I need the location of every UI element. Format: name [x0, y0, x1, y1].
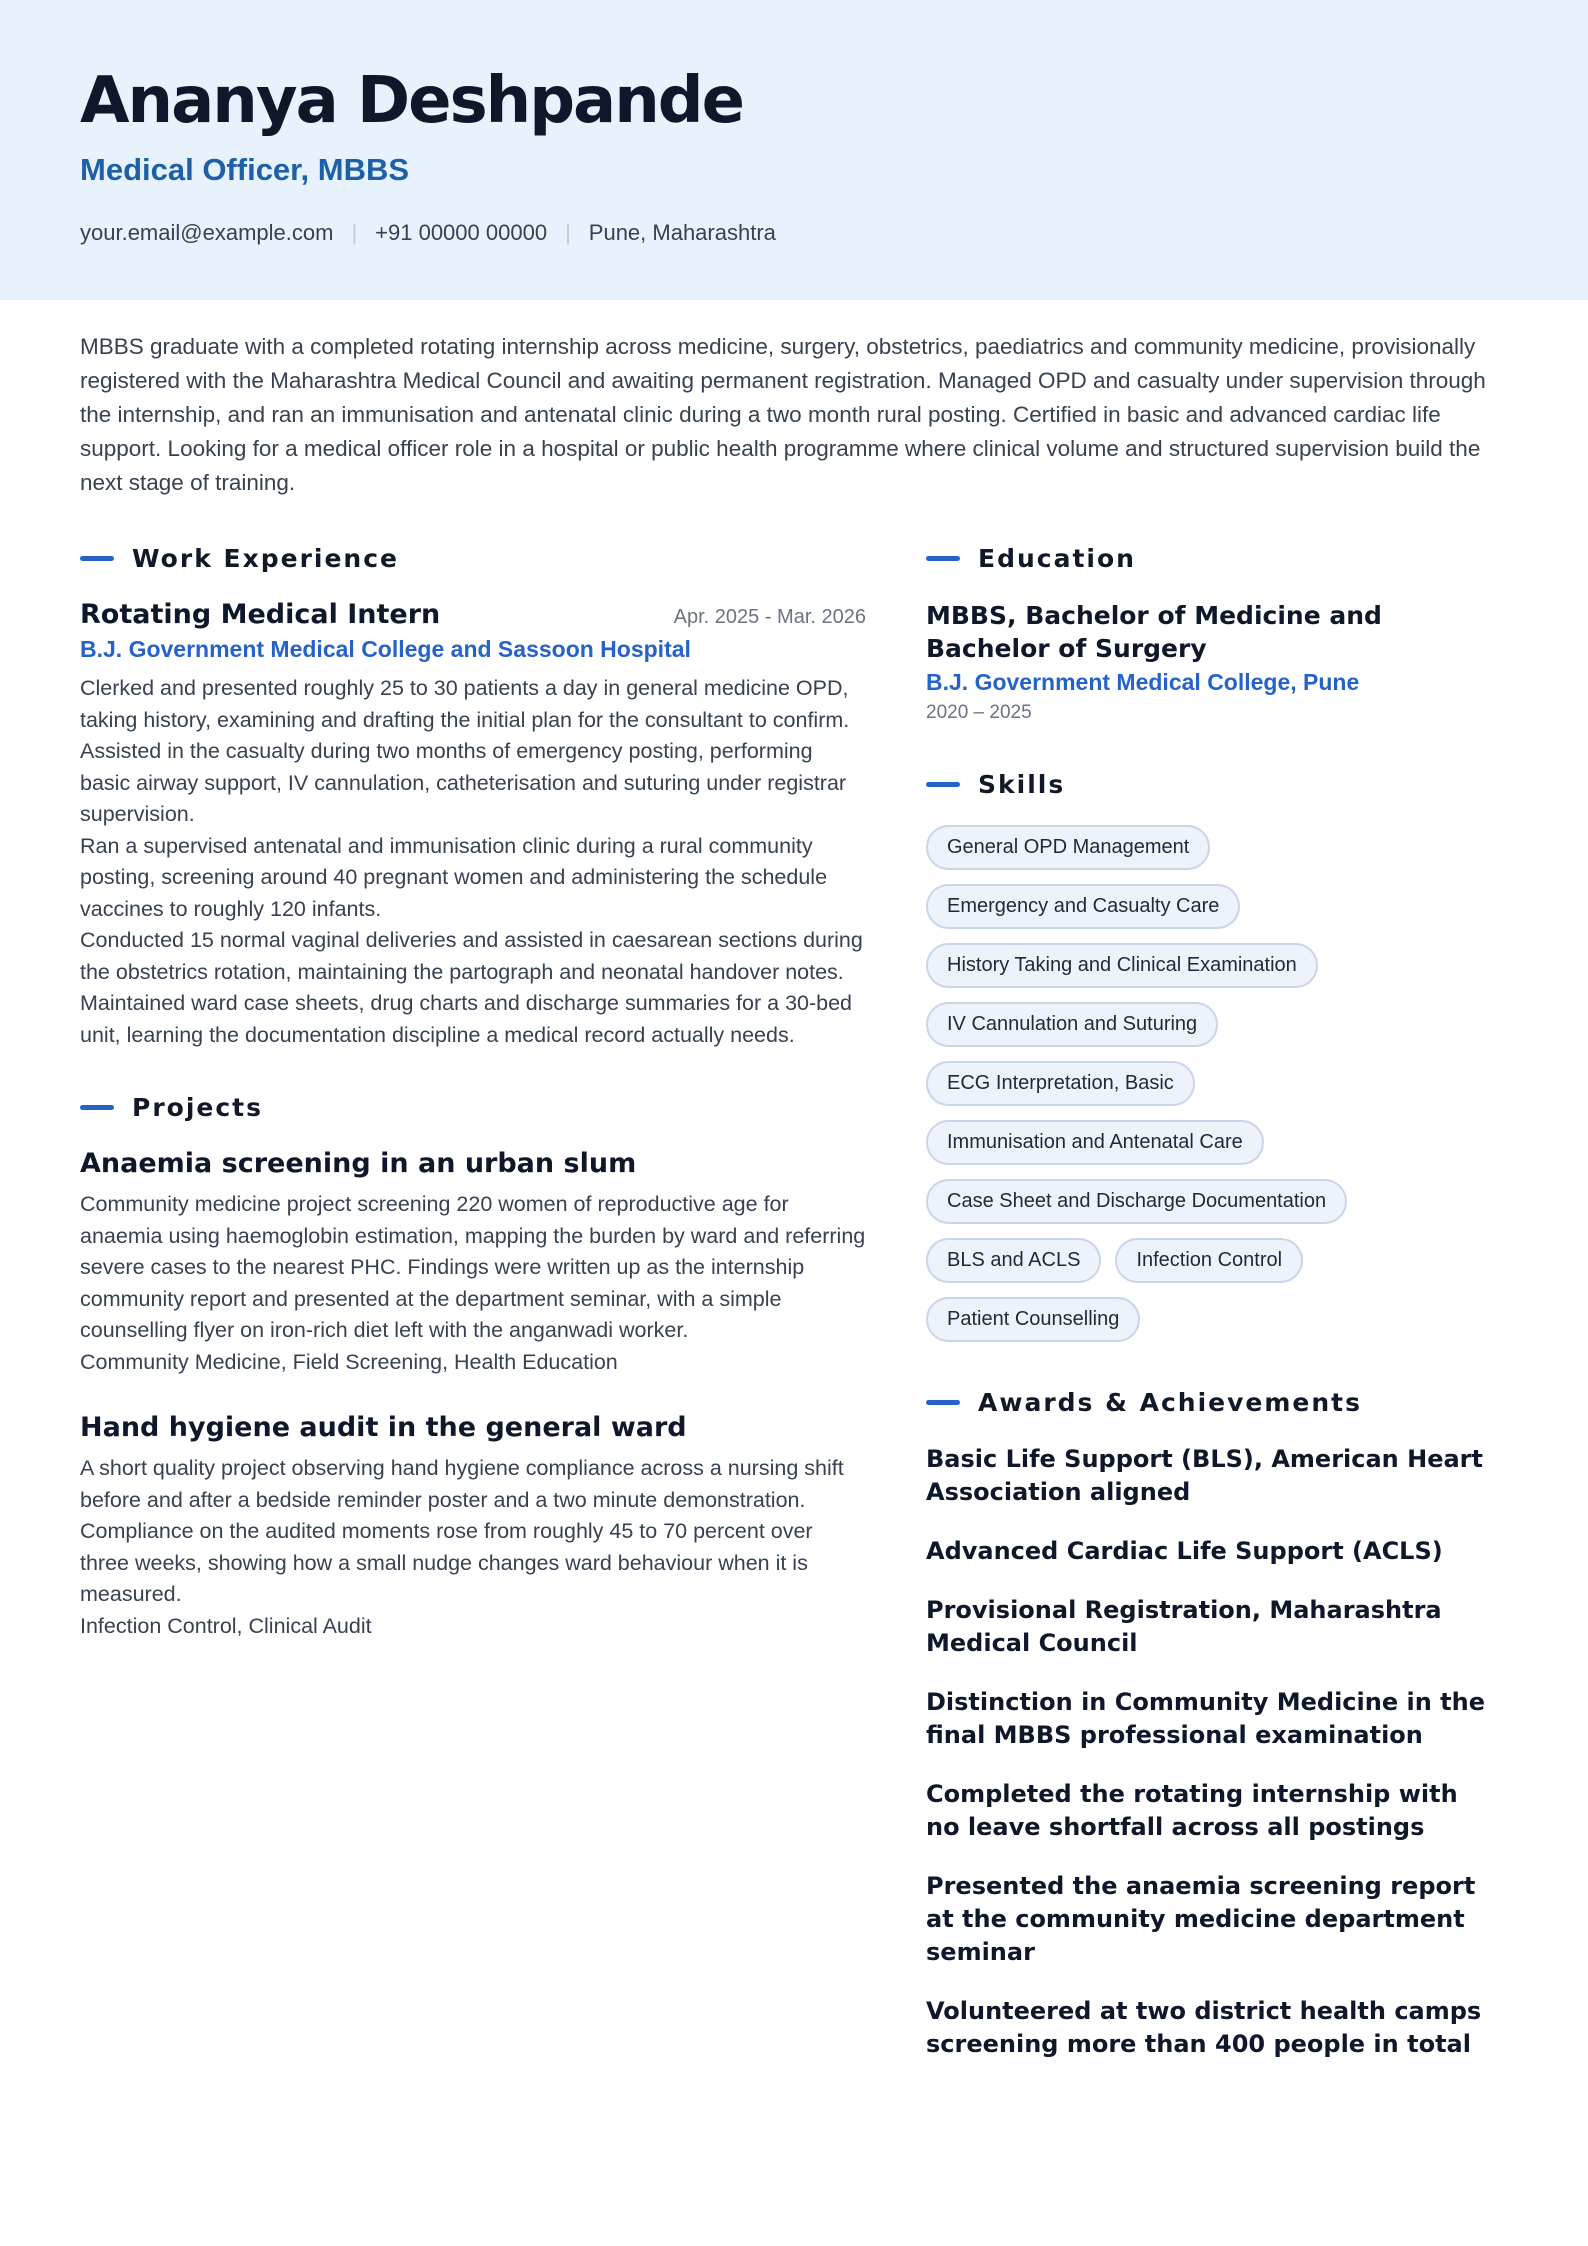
- left-column: [80, 544, 866, 2087]
- job-organization: B.J. Government Medical College and Sassoon Hospital: [80, 636, 691, 662]
- experience-entry: [80, 599, 866, 1051]
- project-title: Anaemia screening in an urban slum: [80, 1148, 637, 1179]
- award-item: Completed the rotating internship with no leave shortfall across all postings: [926, 1780, 1458, 1841]
- education-degree: MBBS, Bachelor of Medicine and Bachelor of Surgery: [926, 601, 1382, 663]
- section-heading-skills: [926, 770, 1486, 799]
- right-column: [926, 544, 1486, 2087]
- award-item: Advanced Cardiac Life Support (ACLS): [926, 1537, 1443, 1565]
- section-accent-bar: [80, 1105, 114, 1110]
- education-years: 2020 – 2025: [926, 702, 1032, 723]
- skill-chip: Infection Control: [1115, 1238, 1303, 1283]
- section-accent-bar: [926, 782, 960, 787]
- skill-chip: BLS and ACLS: [926, 1238, 1101, 1283]
- job-title: Rotating Medical Intern: [80, 599, 441, 630]
- education-school: B.J. Government Medical College, Pune: [926, 669, 1360, 695]
- section-heading-label: Projects: [132, 1093, 264, 1122]
- job-bullet: Maintained ward case sheets, drug charts and discharge summaries for a 30-bed unit, learning the documentation discipline a medical record actually needs.: [80, 991, 853, 1047]
- profile-summary: MBBS graduate with a completed rotating internship across medicine, surgery, obstetrics, paediatrics and community medicine, provisionally registered with the Maharashtra Medical Council and awaiting permanent registration. Managed OPD and casualty under supervision through the internship, and ran an immunisation and antenatal clinic during a two month rural posting. Certified in basic and advanced cardiac life support. Looking for a medical officer role in a hospital or public health programme where clinical volume and structured supervision build the next stage of training.: [80, 334, 1486, 495]
- section-heading-projects: [80, 1093, 866, 1122]
- header: [0, 0, 1588, 300]
- section-accent-bar: [926, 556, 960, 561]
- award-item: Distinction in Community Medicine in the final MBBS professional examination: [926, 1688, 1485, 1749]
- contact-phone[interactable]: +91 00000 00000: [375, 220, 548, 245]
- job-bullet: Clerked and presented roughly 25 to 30 patients a day in general medicine OPD, taking history, examining and drafting the initial plan for the consultant to confirm.: [80, 676, 850, 732]
- candidate-title: Medical Officer, MBBS: [80, 152, 410, 187]
- project-description: Community medicine project screening 220 women of reproductive age for anaemia using haemoglobin estimation, mapping the burden by ward and referring severe cases to the nearest PHC. Findings were written up as the internship community report and presented at the department seminar, with a simple counselling flyer on iron-rich diet left with the anganwadi worker.: [80, 1192, 866, 1342]
- contact-location: Pune, Maharashtra: [588, 220, 776, 245]
- job-header: [80, 599, 866, 630]
- section-heading-label: Education: [978, 544, 1136, 573]
- contact-separator: |: [565, 220, 571, 245]
- two-column-body: [0, 544, 1588, 2087]
- project-title: Hand hygiene audit in the general ward: [80, 1412, 687, 1443]
- section-heading-education: [926, 544, 1486, 573]
- award-item: Presented the anaemia screening report at the community medicine department seminar: [926, 1872, 1476, 1966]
- education-entry: [926, 599, 1486, 724]
- skill-chip: IV Cannulation and Suturing: [926, 1002, 1218, 1047]
- job-bullet: Ran a supervised antenatal and immunisation clinic during a rural community posting, screening around 40 pregnant women and administering the schedule vaccines to roughly 120 infants.: [80, 833, 828, 921]
- section-heading-label: Work Experience: [132, 544, 399, 573]
- project-description: A short quality project observing hand hygiene compliance across a nursing shift before and after a bedside reminder poster and a two minute demonstration. Compliance on the audited moments rose from roughly 45 to 70 percent over three weeks, showing how a small nudge changes ward behaviour when it is measured.: [80, 1456, 844, 1606]
- contact-separator: |: [351, 220, 358, 245]
- skills-list: [926, 825, 1486, 1342]
- skill-chip: History Taking and Clinical Examination: [926, 943, 1318, 988]
- candidate-name: Ananya Deshpande: [80, 64, 743, 138]
- job-bullet: Assisted in the casualty during two months of emergency posting, performing basic airway support, IV cannulation, catheterisation and suturing under registrar supervision.: [80, 739, 847, 826]
- award-item: Provisional Registration, Maharashtra Medical Council: [926, 1596, 1442, 1657]
- section-accent-bar: [926, 1400, 960, 1405]
- project-entry: [80, 1412, 866, 1642]
- section-heading-label: Skills: [978, 770, 1066, 799]
- skill-chip: General OPD Management: [926, 825, 1210, 870]
- skill-chip: Patient Counselling: [926, 1297, 1140, 1342]
- contact-info: [80, 220, 1508, 246]
- award-item: Volunteered at two district health camps screening more than 400 people in total: [926, 1997, 1482, 2058]
- awards-list: [926, 1443, 1486, 2061]
- skill-chip: Immunisation and Antenatal Care: [926, 1120, 1264, 1165]
- job-bullet: Conducted 15 normal vaginal deliveries and assisted in caesarean sections during the obstetrics rotation, maintaining the partograph and neonatal handover notes.: [80, 928, 863, 984]
- section-accent-bar: [80, 556, 114, 561]
- job-dates: Apr. 2025 - Mar. 2026: [673, 606, 866, 628]
- project-tags: Community Medicine, Field Screening, Health Education: [80, 1349, 618, 1374]
- section-heading-awards: [926, 1388, 1486, 1417]
- project-entry: [80, 1148, 866, 1378]
- job-bullets: [80, 673, 866, 1051]
- skill-chip: Emergency and Casualty Care: [926, 884, 1240, 929]
- skill-chip: Case Sheet and Discharge Documentation: [926, 1179, 1347, 1224]
- section-heading-experience: [80, 544, 866, 573]
- award-item: Basic Life Support (BLS), American Heart Association aligned: [926, 1445, 1483, 1506]
- project-tags: Infection Control, Clinical Audit: [80, 1613, 372, 1638]
- section-heading-label: Awards & Achievements: [978, 1388, 1363, 1417]
- contact-email[interactable]: your.email@example.com: [80, 220, 334, 245]
- skill-chip: ECG Interpretation, Basic: [926, 1061, 1195, 1106]
